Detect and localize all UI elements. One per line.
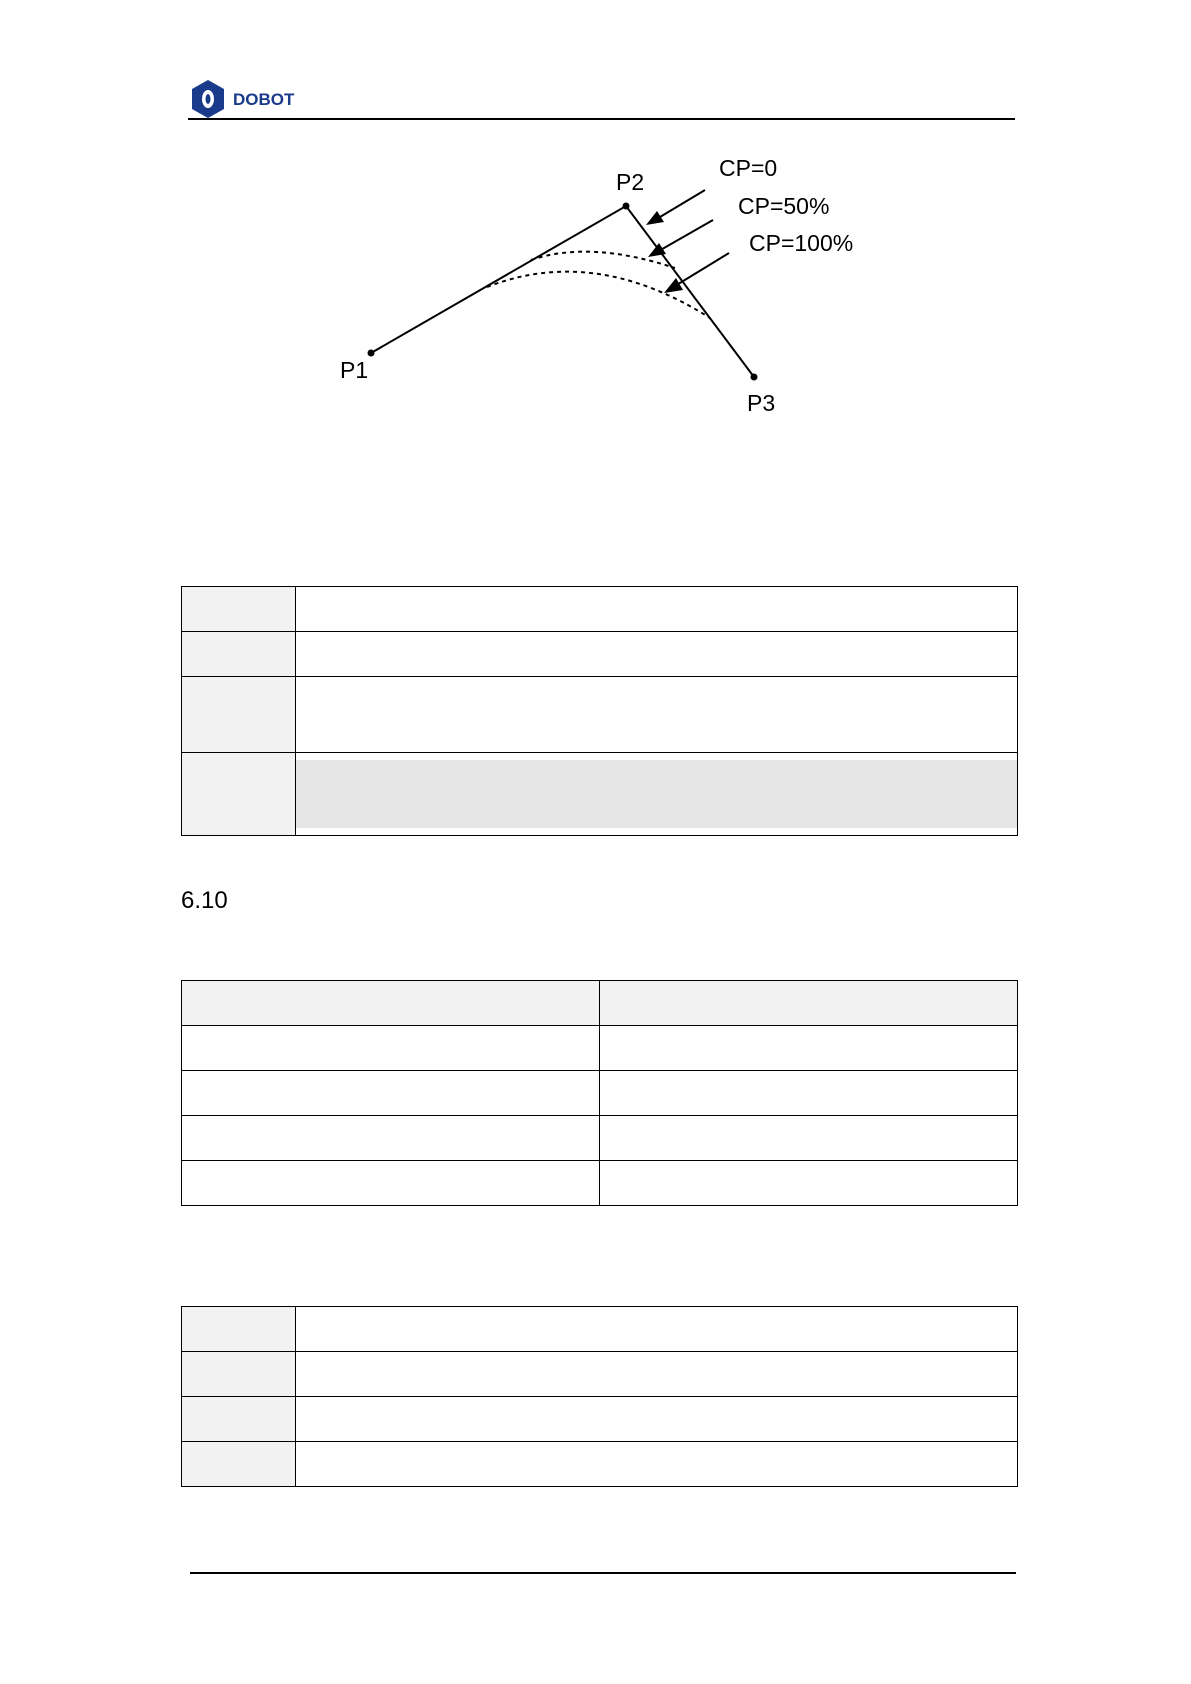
point-p2 [623, 203, 630, 210]
arrow-cp50 [657, 220, 713, 252]
svg-text:DOBOT: DOBOT [233, 90, 295, 109]
table-cell [182, 1161, 600, 1206]
cp-diagram [0, 0, 1191, 460]
value-cell [296, 1442, 1018, 1487]
two-column-table [181, 980, 1018, 1206]
table-cell [182, 1026, 600, 1071]
key-cell [182, 587, 296, 632]
table-cell [600, 1026, 1018, 1071]
example-cell [296, 753, 1018, 836]
table-row [182, 632, 1018, 677]
key-cell [182, 753, 296, 836]
key-cell [182, 1307, 296, 1352]
key-cell [182, 677, 296, 753]
header-cell [182, 981, 600, 1026]
table-row [182, 1071, 1018, 1116]
path-line [371, 206, 754, 377]
value-cell [296, 587, 1018, 632]
label-p3: P3 [747, 390, 776, 416]
footer-rule [190, 1572, 1016, 1574]
key-cell [182, 1352, 296, 1397]
point-p1 [368, 350, 375, 357]
key-cell [182, 1397, 296, 1442]
table-row [182, 753, 1018, 836]
value-cell [296, 1307, 1018, 1352]
table-row [182, 587, 1018, 632]
label-cp100: CP=100% [749, 230, 854, 256]
command-table-2 [181, 1306, 1018, 1487]
label-p2: P2 [616, 169, 645, 195]
table-cell [600, 1071, 1018, 1116]
table-row [182, 1352, 1018, 1397]
value-cell [296, 1352, 1018, 1397]
label-cp0: CP=0 [719, 155, 778, 181]
table-cell [182, 1071, 600, 1116]
table-header-row [182, 981, 1018, 1026]
key-cell [182, 1442, 296, 1487]
command-table-1 [181, 586, 1018, 836]
label-p1: P1 [340, 357, 369, 383]
curve-cp100 [487, 272, 710, 318]
arrow-cp0 [655, 190, 705, 220]
label-cp50: CP=50% [738, 193, 830, 219]
table-row [182, 1026, 1018, 1071]
table-cell [182, 1116, 600, 1161]
arrow-cp100 [675, 253, 729, 286]
table-row [182, 1116, 1018, 1161]
code-block [296, 760, 1017, 828]
table-row [182, 1442, 1018, 1487]
key-cell [182, 632, 296, 677]
table-cell [600, 1161, 1018, 1206]
table-row [182, 1307, 1018, 1352]
table-row [182, 1397, 1018, 1442]
point-p3 [751, 374, 758, 381]
value-cell [296, 1397, 1018, 1442]
section-number: 6.10 [181, 887, 228, 914]
table-cell [600, 1116, 1018, 1161]
header-cell [600, 981, 1018, 1026]
value-cell [296, 677, 1018, 753]
value-cell [296, 632, 1018, 677]
table-row [182, 677, 1018, 753]
table-row [182, 1161, 1018, 1206]
